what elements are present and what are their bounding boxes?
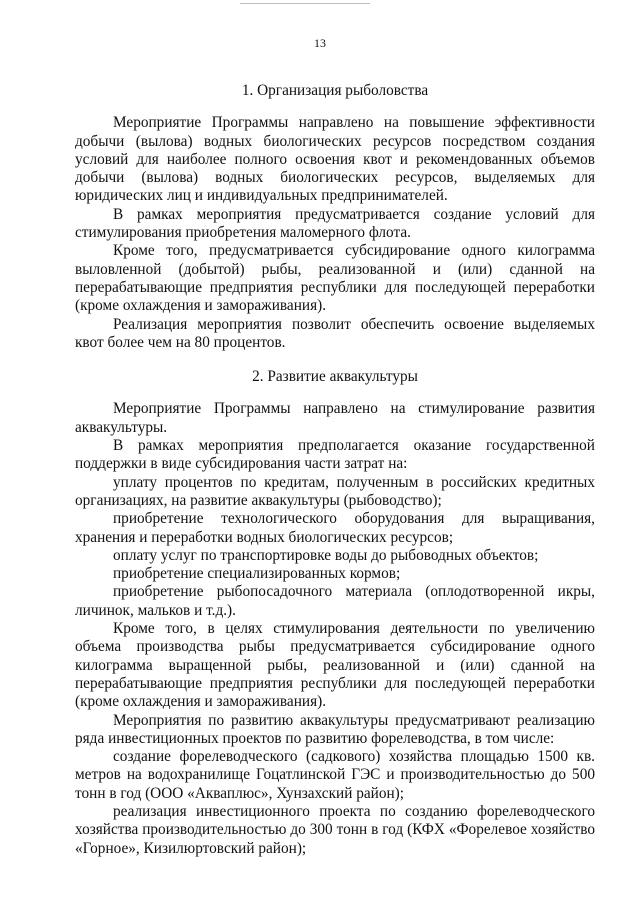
list-item: приобретение рыбопосадочного материала (оплодотворенной икры, личинок, мальков и т.д.). bbox=[75, 583, 595, 619]
page-number: 13 bbox=[314, 36, 326, 50]
paragraph: Мероприятие Программы направлено на стимулирование развития аквакультуры. bbox=[75, 400, 595, 436]
paragraph: Мероприятие Программы направлено на повышение эффективности добычи (вылова) водных биологических ресурсов посредством создания условий для наиболее полного освоения квот и рекомендованных объемов добычи (вылова) водных биологических ресурсов, выделяемых для юридических лиц и индивидуальных предпринимателей. bbox=[75, 114, 595, 205]
section-heading-aquaculture: 2. Развитие аквакультуры bbox=[252, 368, 418, 386]
list-item: приобретение специализированных кормов; bbox=[113, 565, 401, 583]
paragraph: Реализация мероприятия позволит обеспечить освоение выделяемых квот более чем на 80 процентов. bbox=[75, 315, 595, 351]
list-item: уплату процентов по кредитам, полученным в российских кредитных организациях, на развитие аквакультуры (рыбоводство); bbox=[75, 473, 595, 509]
scan-artifact bbox=[240, 3, 370, 6]
list-item: приобретение технологического оборудования для выращивания, хранения и переработки водных биологических ресурсов; bbox=[75, 510, 595, 546]
list-item: оплату услуг по транспортировке воды до рыбоводных объектов; bbox=[113, 546, 539, 564]
paragraph: В рамках мероприятия предусматривается создание условий для стимулирования приобретения маломерного флота. bbox=[75, 205, 595, 242]
list-item: создание форелеводческого (садкового) хозяйства площадью 1500 кв. метров на водохранилище Гоцатлинской ГЭС и производительностью до 500 тонн в год (ООО «Акваплюс», Хунзахский район); bbox=[75, 748, 595, 802]
paragraph: Кроме того, предусматривается субсидирование одного килограмма выловленной (добытой) рыбы, реализованной и (или) сданной на перерабатывающие предприятия республики для последующей переработки (кроме охлаждения и замораживания). bbox=[75, 242, 595, 315]
list-item: реализация инвестиционного проекта по созданию форелеводческого хозяйства производительностью до 300 тонн в год (КФХ «Форелевое хозяйство «Горное», Кизилюртовский район); bbox=[75, 802, 595, 857]
section-heading-fishing: 1. Организация рыболовства bbox=[241, 82, 429, 99]
paragraph: В рамках мероприятия предполагается оказание государственной поддержки в виде субсидирования части затрат на: bbox=[75, 437, 595, 473]
paragraph: Мероприятия по развитию аквакультуры предусматривают реализацию ряда инвестиционных проектов по развитию форелеводства, в том числе: bbox=[75, 711, 595, 747]
paragraph: Кроме того, в целях стимулирования деятельности по увеличению объема производства рыбы предусматривается субсидирование одного килограмма выращенной рыбы, реализованной и (или) сданной на перерабатывающие предприятия республики для последующей переработки (кроме охлаждения и замораживания). bbox=[75, 620, 595, 711]
document-body bbox=[75, 82, 595, 858]
